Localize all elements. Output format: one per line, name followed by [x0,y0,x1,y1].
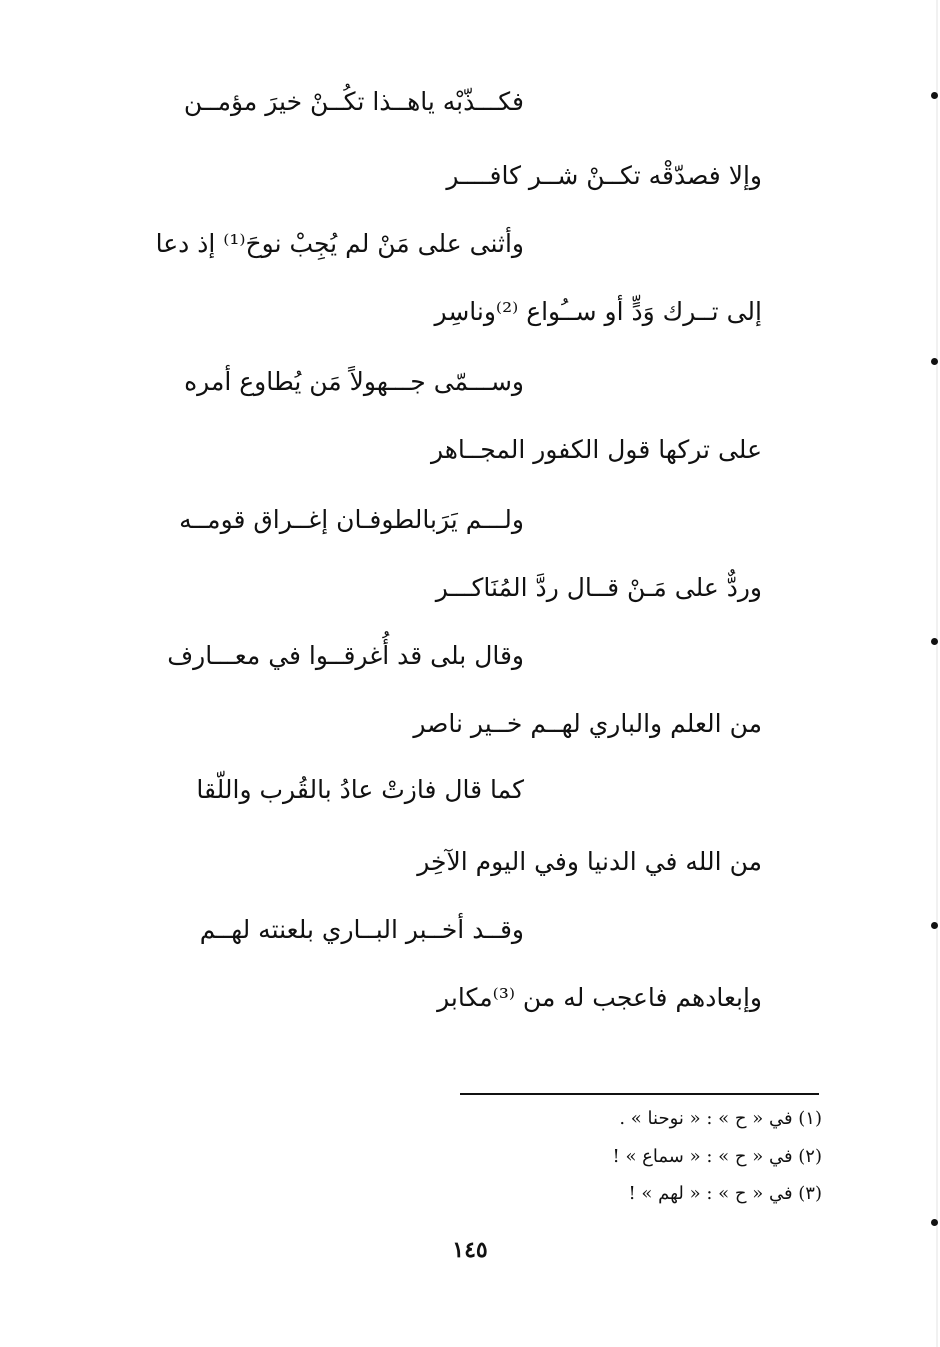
footnote-2: (٢) في « ح » : « سماع » ! [612,1146,822,1167]
page-number: ١٤٥ [452,1237,488,1263]
poem-line-13: وقــد أخــبر البــاري بلعنته لهــم [199,915,524,944]
poem-line-12: من الله في الدنيا وفي اليوم الآخِر [417,847,762,876]
poem-line-1: فكـــذّبْه ياهــذا تكُــنْ خيرَ مؤمــن [183,87,524,116]
page-edge-shadow [936,0,938,1347]
poem-line-10: من العلم والباري لهــم خــير ناصر [413,709,762,738]
binding-dot-mark [931,1219,938,1226]
poem-line-7: ولـــم يَرَبالطوفـان إغــراق قومــه [179,505,524,534]
footnote-separator [460,1093,819,1095]
binding-dot-mark [931,358,938,365]
poem-line-2: وإلا فصدّقْه تكــنْ شــر كافــــر [446,161,762,190]
binding-dot-mark [931,92,938,99]
poem-line-4: إلى تــرك وَدٍّ أو ســُواع ⁽²⁾وناسِر [434,297,762,326]
poem-line-5: وســـمّى جـــهولاً مَن يُطاوع أمره [184,367,524,396]
poem-line-9: وقال بلى قد أُغرقــوا في معـــارف [167,641,524,670]
binding-dot-mark [931,638,938,645]
poem-line-6: على تركها قول الكفور المجــاهر [430,435,762,464]
footnote-3: (٣) في « ح » : « لهم » ! [628,1183,822,1204]
poem-line-3: وأثنى على مَنْ لم يُجِبْ نوحَ⁽¹⁾ إذ دعا [155,229,524,258]
poem-line-8: وردٌّ على مَـنْ قــال ردَّ المُنَاكـــر [435,573,762,602]
poem-line-14: وإبعادهم فاعجب له من ⁽³⁾مكابر [437,983,762,1012]
poem-line-11: كما قال فازتْ عادُ بالقُرب واللّقا [196,775,524,804]
binding-dot-mark [931,922,938,929]
footnote-1: (١) في « ح » : « نوحنا » . [619,1108,822,1129]
